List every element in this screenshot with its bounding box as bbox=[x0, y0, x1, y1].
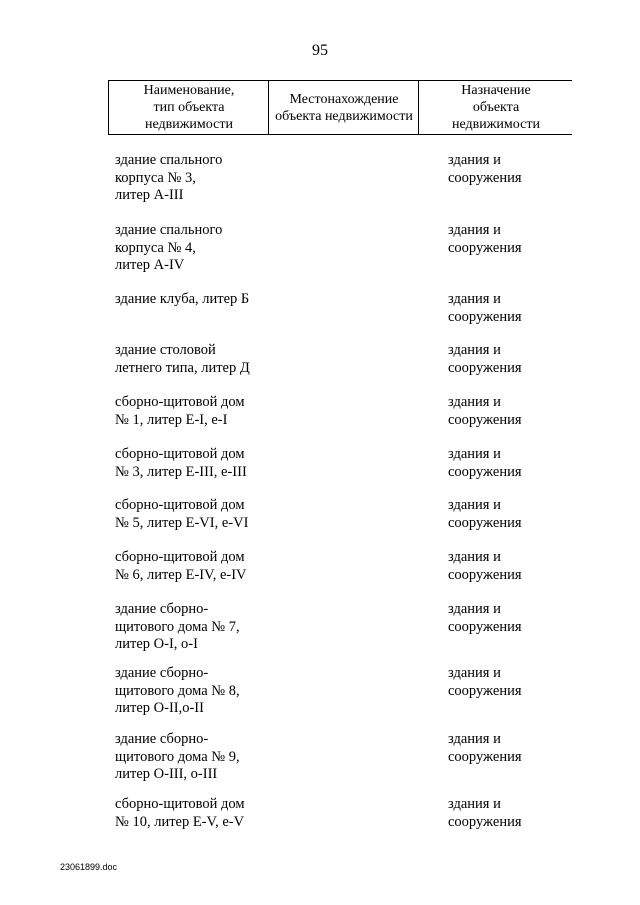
row-10-purpose: здания и сооружения bbox=[448, 665, 522, 699]
row-3-name: здание клуба, литер Б bbox=[115, 291, 250, 307]
header-purpose bbox=[418, 81, 573, 134]
row-4-name: здание столовой летнего типа, литер Д bbox=[115, 342, 250, 376]
footer-doc-name: 23061899.doc bbox=[60, 862, 118, 872]
row-11-purpose: здания и сооружения bbox=[448, 731, 522, 765]
row-2-purpose: здания и сооружения bbox=[448, 222, 522, 256]
row-6-purpose: здания и сооружения bbox=[448, 446, 522, 480]
row-9-purpose: здания и сооружения bbox=[448, 601, 522, 635]
row-5-purpose: здания и сооружения bbox=[448, 394, 522, 428]
row-4-purpose: здания и сооружения bbox=[448, 342, 522, 376]
row-3-purpose: здания и сооружения bbox=[448, 291, 522, 325]
header-location bbox=[268, 81, 419, 134]
row-2-name: здание спального корпуса № 4, литер А-IV bbox=[115, 222, 223, 273]
header-name-type bbox=[108, 81, 269, 134]
header-purpose-label: Назначение объекта недвижимости bbox=[452, 83, 540, 132]
row-7-name: сборно-щитовой дом № 5, литер Е-VI, е-VI bbox=[115, 497, 249, 531]
row-1-name: здание спального корпуса № 3, литер А-III bbox=[115, 152, 223, 203]
row-9-name: здание сборно- щитового дома № 7, литер О-I, о-I bbox=[115, 601, 240, 652]
row-6-name: сборно-щитовой дом № 3, литер Е-III, е-III bbox=[115, 446, 247, 480]
row-12-purpose: здания и сооружения bbox=[448, 796, 522, 830]
row-1-purpose: здания и сооружения bbox=[448, 152, 522, 186]
row-8-name: сборно-щитовой дом № 6, литер Е-IV, е-IV bbox=[115, 549, 247, 583]
header-location-label: Местонахождение объекта недвижимости bbox=[275, 91, 413, 124]
row-5-name: сборно-щитовой дом № 1, литер Е-I, е-I bbox=[115, 394, 245, 428]
table-header bbox=[108, 80, 572, 135]
page-number: 95 bbox=[312, 42, 328, 59]
row-8-purpose: здания и сооружения bbox=[448, 549, 522, 583]
header-name-type-label: Наименование, тип объекта недвижимости bbox=[143, 83, 235, 132]
row-12-name: сборно-щитовой дом № 10, литер Е-V, е-V bbox=[115, 796, 245, 830]
row-7-purpose: здания и сооружения bbox=[448, 497, 522, 531]
row-11-name: здание сборно- щитового дома № 9, литер О-III, о-III bbox=[115, 731, 240, 782]
row-10-name: здание сборно- щитового дома № 8, литер О-II,о-II bbox=[115, 665, 240, 716]
